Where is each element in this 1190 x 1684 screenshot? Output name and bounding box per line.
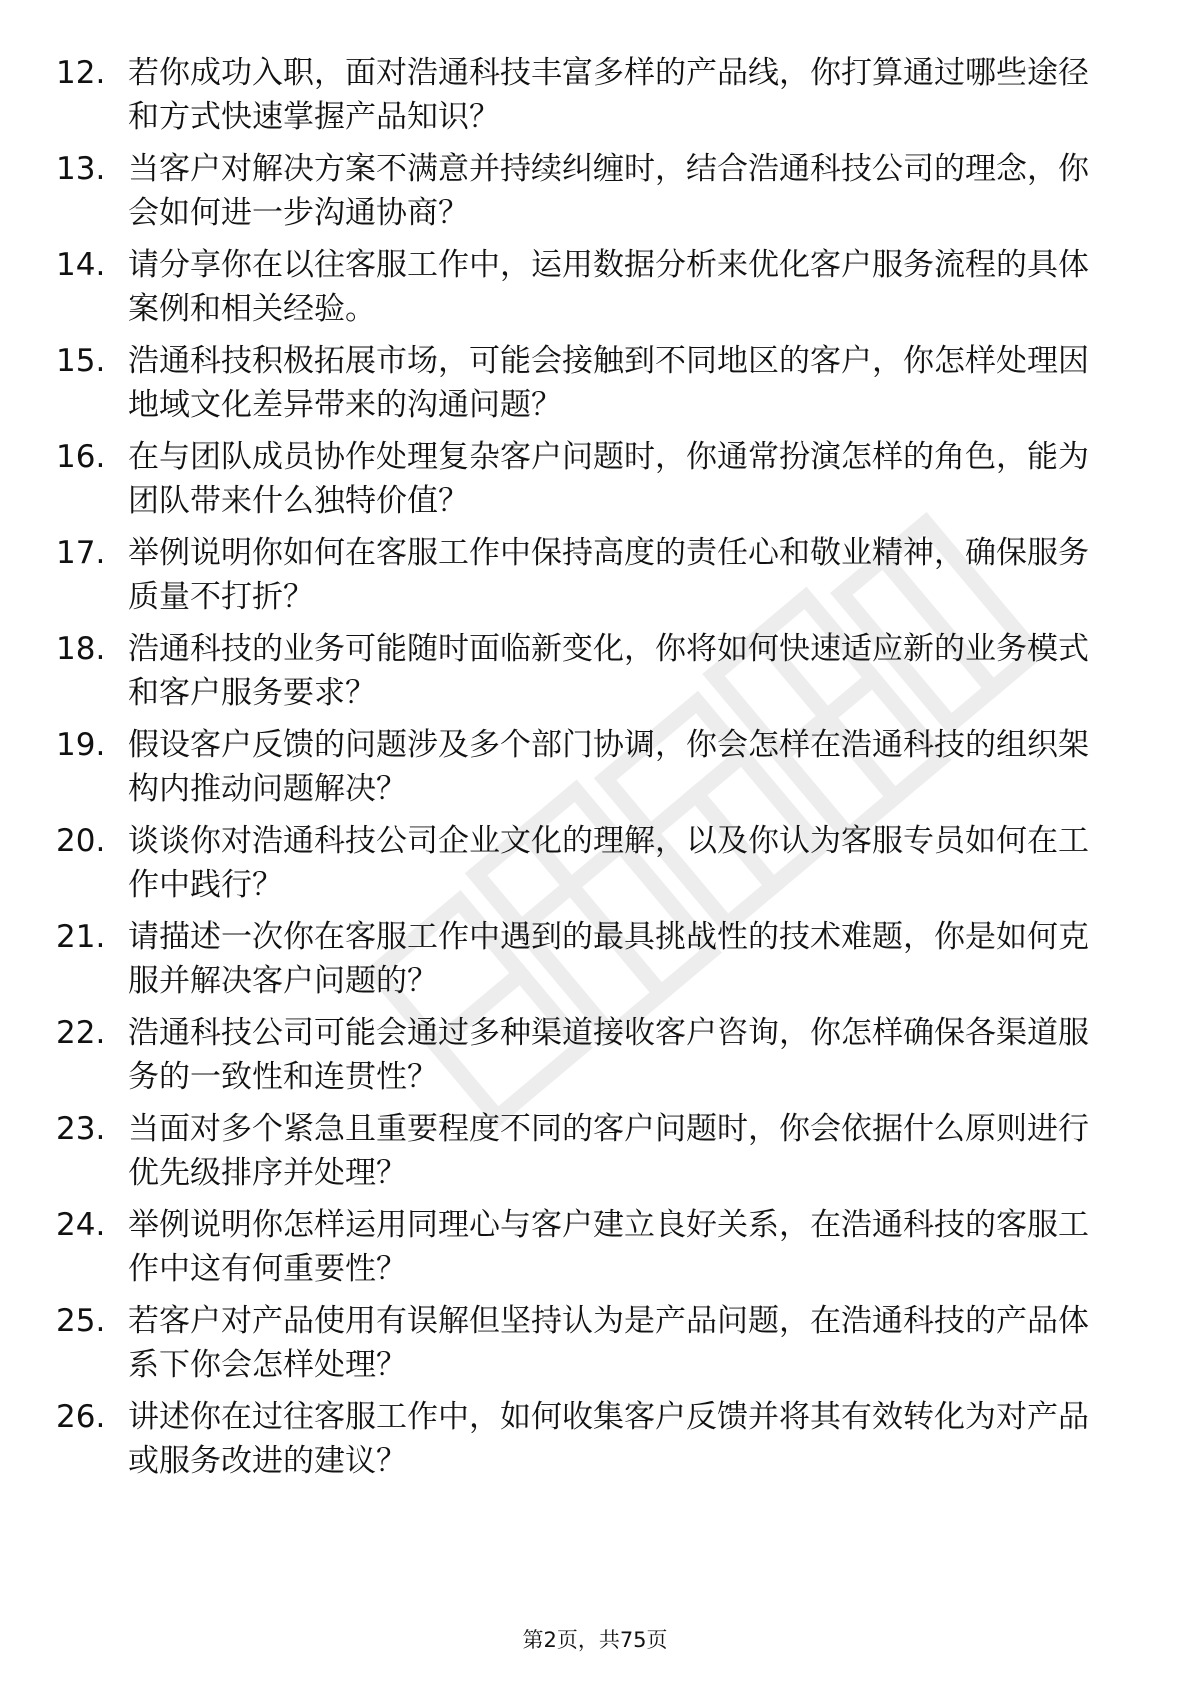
question-number: 22. [56, 1015, 106, 1051]
question-number: 15. [56, 343, 106, 379]
question-number: 23. [56, 1111, 106, 1147]
list-item [0, 1299, 1190, 1399]
question-number: 19. [56, 727, 106, 763]
question-text: 若你成功入职，面对浩通科技丰富多样的产品线，你打算通过哪些途径和方式快速掌握产品知识？ [128, 55, 1089, 135]
question-number: 17. [56, 535, 106, 571]
page-number-footer: 第2页，共75页 [522, 1628, 668, 1652]
question-text: 假设客户反馈的问题涉及多个部门协调，你会怎样在浩通科技的组织架构内推动问题解决？ [128, 727, 1089, 807]
question-text: 浩通科技公司可能会通过多种渠道接收客户咨询，你怎样确保各渠道服务的一致性和连贯性？ [128, 1015, 1089, 1095]
question-number: 13. [56, 151, 106, 187]
question-text: 在与团队成员协作处理复杂客户问题时，你通常扮演怎样的角色，能为团队带来什么独特价值？ [128, 439, 1089, 519]
list-item [0, 435, 1190, 535]
list-item [0, 1107, 1190, 1207]
list-item [0, 51, 1190, 151]
question-number: 18. [56, 631, 106, 667]
list-item [0, 243, 1190, 343]
question-text: 举例说明你如何在客服工作中保持高度的责任心和敬业精神，确保服务质量不打折？ [128, 535, 1089, 615]
question-text: 谈谈你对浩通科技公司企业文化的理解，以及你认为客服专员如何在工作中践行？ [128, 823, 1089, 903]
question-number: 26. [56, 1399, 106, 1435]
question-number: 25. [56, 1303, 106, 1339]
question-text: 讲述你在过往客服工作中，如何收集客户反馈并将其有效转化为对产品或服务改进的建议？ [128, 1399, 1089, 1479]
list-item [0, 915, 1190, 1015]
question-text: 当客户对解决方案不满意并持续纠缠时，结合浩通科技公司的理念，你会如何进一步沟通协商？ [128, 151, 1089, 231]
question-number: 16. [56, 439, 106, 475]
list-item [0, 627, 1190, 727]
question-text: 举例说明你怎样运用同理心与客户建立良好关系，在浩通科技的客服工作中这有何重要性？ [128, 1207, 1089, 1287]
list-item [0, 819, 1190, 919]
question-text: 若客户对产品使用有误解但坚持认为是产品问题，在浩通科技的产品体系下你会怎样处理？ [128, 1303, 1089, 1383]
list-item [0, 1011, 1190, 1111]
list-item [0, 339, 1190, 439]
question-number: 20. [56, 823, 106, 859]
list-item [0, 723, 1190, 823]
list-item [0, 1395, 1190, 1495]
question-number: 21. [56, 919, 106, 955]
question-number: 12. [56, 55, 106, 91]
question-number: 24. [56, 1207, 106, 1243]
question-number: 14. [56, 247, 106, 283]
question-text: 浩通科技的业务可能随时面临新变化，你将如何快速适应新的业务模式和客户服务要求？ [128, 631, 1089, 711]
list-item [0, 1203, 1190, 1303]
question-text: 请描述一次你在客服工作中遇到的最具挑战性的技术难题，你是如何克服并解决客户问题的？ [128, 919, 1089, 999]
question-text: 当面对多个紧急且重要程度不同的客户问题时，你会依据什么原则进行优先级排序并处理？ [128, 1111, 1089, 1191]
question-text: 浩通科技积极拓展市场，可能会接触到不同地区的客户，你怎样处理因地域文化差异带来的沟通问题？ [128, 343, 1089, 423]
question-text: 请分享你在以往客服工作中，运用数据分析来优化客户服务流程的具体案例和相关经验。 [128, 247, 1089, 327]
list-item [0, 147, 1190, 247]
list-item [0, 531, 1190, 631]
